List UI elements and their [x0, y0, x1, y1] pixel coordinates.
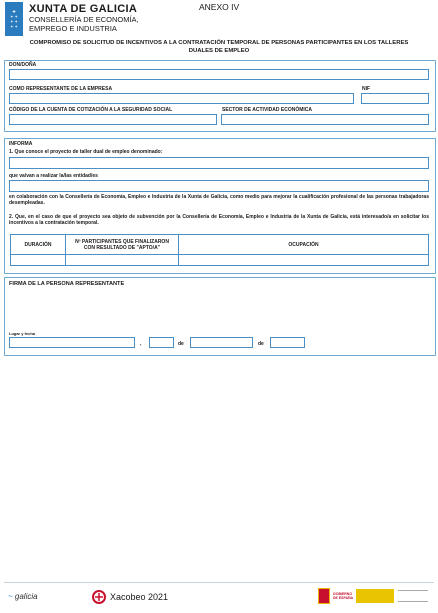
xacobeo-shell-icon: [92, 590, 106, 604]
informa-heading: INFORMA: [9, 141, 33, 147]
year-field[interactable]: [270, 337, 305, 348]
galicia-logo-text: galicia: [14, 592, 38, 601]
sector-field[interactable]: [221, 114, 429, 125]
spain-coat-of-arms-icon: [318, 588, 330, 604]
ministry-text-block: [356, 589, 394, 603]
day-field[interactable]: [149, 337, 174, 348]
ministry-text-lines: [398, 590, 428, 602]
rep-label: COMO REPRESENTANTE DE LA EMPRESA: [9, 86, 113, 92]
brand-dept-line1: CONSELLERÍA DE ECONOMÍA,: [29, 15, 139, 24]
galicia-logo: [8, 592, 38, 601]
de-label-1: de: [178, 341, 184, 347]
sector-label: SECTOR DE ACTIVIDAD ECONÓMICA: [222, 107, 313, 113]
table-header-row: [11, 235, 429, 255]
nif-field[interactable]: [361, 93, 429, 104]
col-participants: [66, 235, 179, 255]
spain-gov-text: [333, 592, 353, 600]
occupation-cell[interactable]: [179, 255, 429, 266]
xacobeo-logo-text: Xacobeo 2021: [110, 592, 169, 602]
point1-text: 1. Que conoce el proyecto de taller dual de empleo denominado:: [9, 149, 163, 155]
nif-label: NIF: [362, 86, 371, 92]
gov-line2: DE ESPAÑA: [333, 596, 354, 600]
document-title: COMPROMISO DE SOLICITUD DE INCENTIVOS A LA CONTRATACIÓN TEMPORAL DE PERSONAS PARTICIPANTES EN LOS TALLERES DUALES DE EMPLEO: [29, 40, 409, 54]
don-label: DON/DOÑA: [9, 62, 37, 68]
brand-dept-line2: EMPREGO E INDUSTRIA: [29, 23, 117, 33]
galicia-swirl-icon: ~: [8, 592, 13, 601]
entities-text: que va/van a realizar la/las entidad/es: [9, 173, 98, 179]
occupation-table: [10, 234, 429, 266]
project-name-field[interactable]: [9, 157, 429, 169]
col-participants-line2: CON RESULTADO DE "APTO/A": [83, 244, 161, 251]
company-field[interactable]: [9, 93, 354, 104]
col-occupation: OCUPACIÓN: [179, 235, 429, 255]
don-field[interactable]: [9, 69, 429, 80]
place-date-label: Lugar y fecha: [9, 331, 36, 336]
col-participants-line1: Nº PARTICIPANTES QUE FINALIZARON: [75, 238, 169, 245]
month-field[interactable]: [190, 337, 253, 348]
xunta-shield-logo: ✚ ✦ ✦ ✦ ✦ ✦ ✦: [5, 2, 23, 36]
brand-title: XUNTA DE GALICIA: [29, 3, 138, 15]
signature-heading: FIRMA DE LA PERSONA REPRESENTANTE: [9, 281, 125, 287]
entities-field[interactable]: [9, 180, 429, 192]
ccc-field[interactable]: [9, 114, 217, 125]
place-field[interactable]: [9, 337, 135, 348]
participants-cell[interactable]: [66, 255, 179, 266]
annex-label: ANEXO IV: [199, 2, 240, 12]
ccc-label: CÓDIGO DE LA CUENTA DE COTIZACIÓN A LA SEGURIDAD SOCIAL: [9, 107, 173, 113]
duration-cell[interactable]: [11, 255, 66, 266]
point2-text: 2. Que, en el caso de que el proyecto sea objeto de subvención por la Consellería de Economía, Empleo e Industria de la Xunta de Galicia, está interesado/a en solicitar los incentivos a la contratación temporal.: [9, 214, 429, 227]
footer-divider: [4, 582, 434, 583]
de-label-2: de: [258, 341, 264, 347]
xacobeo-logo: [92, 590, 168, 604]
table-row: [11, 255, 429, 266]
gov-line1: GOBIERNO: [333, 592, 353, 596]
col-duration: DURACIÓN: [11, 235, 66, 255]
brand-department: [29, 16, 169, 33]
comma-separator: ,: [140, 341, 142, 347]
spain-government-logo: [318, 588, 428, 604]
collaboration-text: en colaboración con la Consellería de Economía, Empleo e Industria de la Xunta de Galicia, como medio para mejorar la cualificación profesional de las personas trabajadoras desempleadas.: [9, 194, 429, 207]
